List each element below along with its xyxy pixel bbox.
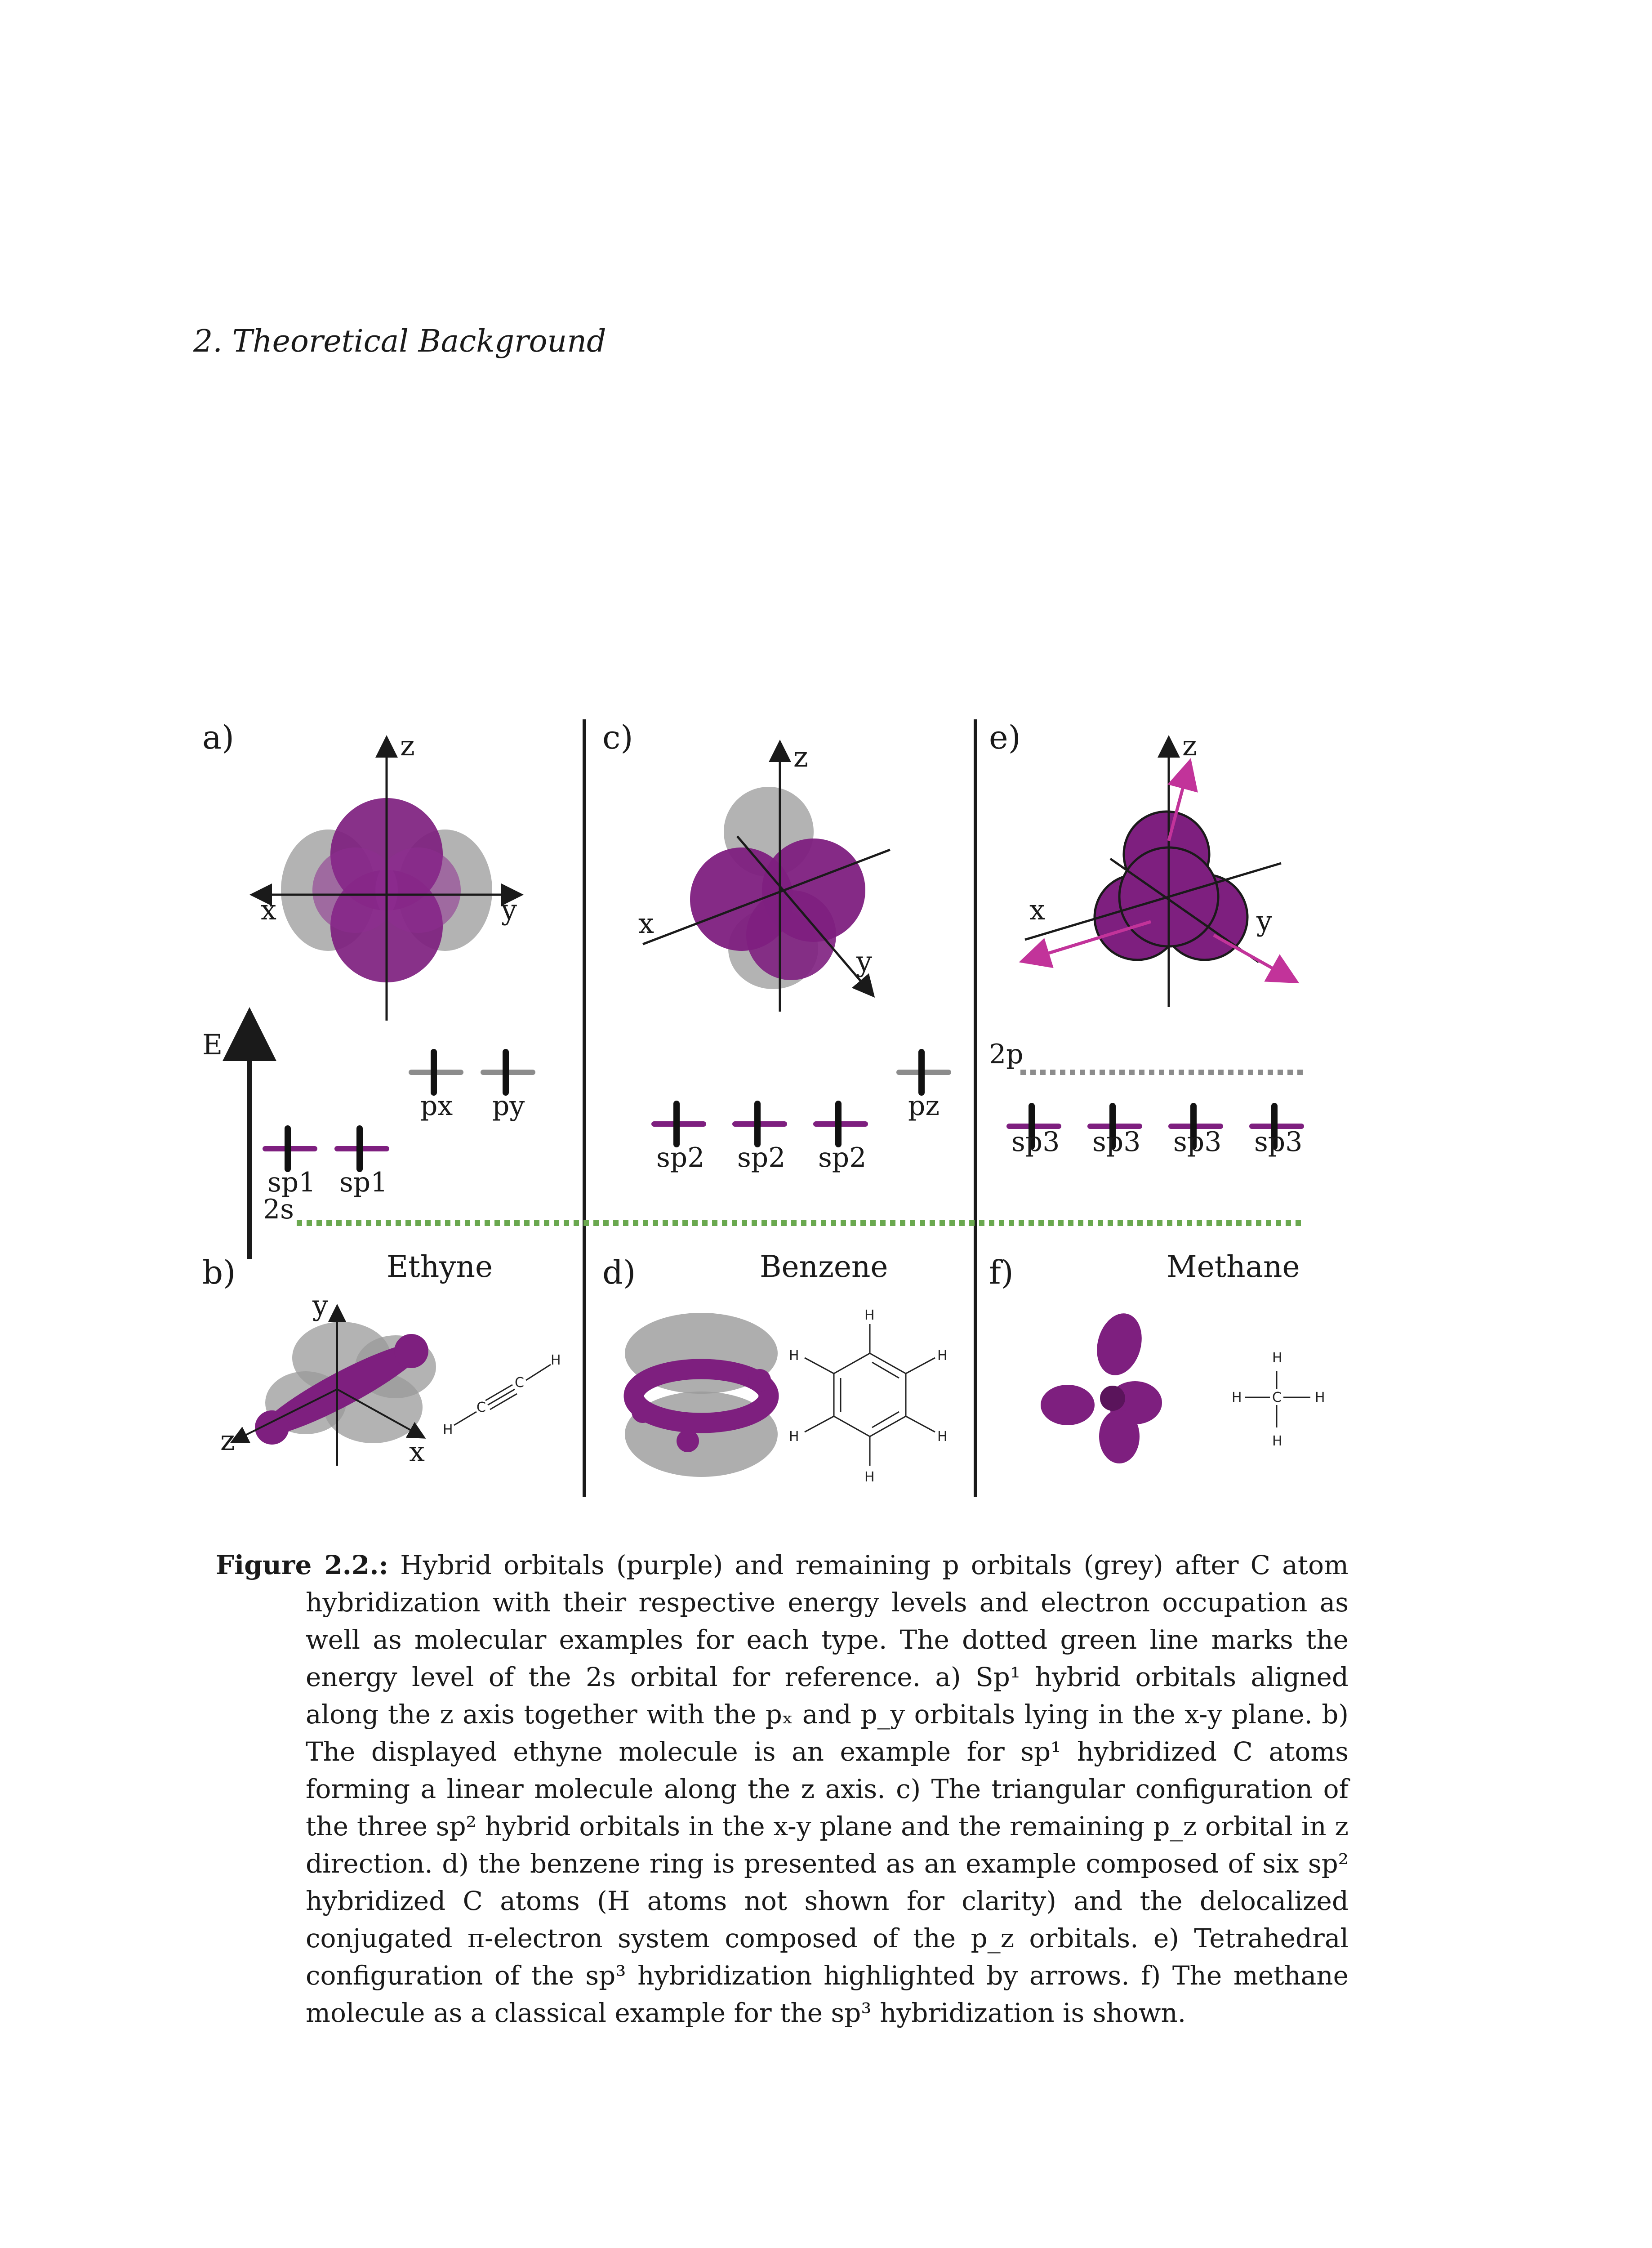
ethyne-orbital-model: [238, 1313, 436, 1466]
level-label-sp1-1: sp1: [267, 1167, 316, 1198]
methane-atom-labels: [1232, 1350, 1325, 1449]
level-label-sp3-1: sp3: [1011, 1126, 1060, 1158]
caption-label: Figure 2.2.:: [216, 1550, 388, 1580]
level-label-py: py: [492, 1090, 525, 1122]
svg-text:H: H: [864, 1469, 875, 1485]
molecule-name-ethyne: Ethyne: [387, 1249, 493, 1284]
level-label-sp2-3: sp2: [818, 1142, 867, 1173]
level-label-sp3-4: sp3: [1254, 1126, 1303, 1158]
axis-label-x: x: [261, 893, 276, 926]
sp2-energy-levels: [654, 1052, 948, 1144]
svg-text:C: C: [515, 1375, 524, 1391]
figure-caption: [216, 1547, 1349, 2032]
molecule-name-benzene: Benzene: [760, 1249, 888, 1284]
svg-text:H: H: [864, 1307, 875, 1323]
panel-label-d: d): [602, 1253, 636, 1291]
ethyne-structure: [443, 1352, 561, 1438]
sp2-orbital-diagram: [643, 751, 890, 1012]
axis-label-z: z: [400, 729, 415, 762]
svg-text:C: C: [476, 1400, 486, 1415]
axis-label-x-c: x: [638, 907, 654, 940]
panel-label-c: c): [602, 718, 633, 756]
energy-axis-label: E: [202, 1028, 223, 1061]
axis-label-z-b: z: [220, 1424, 235, 1457]
benzene-orbital-model: [625, 1313, 778, 1477]
panel-label-f: f): [989, 1253, 1014, 1291]
molecule-name-methane: Methane: [1167, 1249, 1300, 1284]
level-label-2p: 2p: [989, 1039, 1024, 1070]
axis-label-y-c: y: [856, 945, 873, 978]
benzene-atom-labels: [789, 1307, 948, 1485]
svg-text:H: H: [937, 1429, 948, 1445]
axis-label-x-e: x: [1029, 893, 1045, 926]
axis-label-z-c: z: [793, 740, 808, 773]
axis-label-x-b: x: [409, 1435, 425, 1468]
panel-label-a: a): [202, 718, 235, 756]
panel-label-b: b): [202, 1253, 236, 1291]
level-label-sp3-2: sp3: [1092, 1126, 1141, 1158]
benzene-structure: [805, 1324, 935, 1466]
svg-text:H: H: [937, 1348, 948, 1364]
svg-text:H: H: [1272, 1350, 1282, 1366]
level-label-sp1-2: sp1: [339, 1167, 388, 1198]
level-label-px: px: [420, 1090, 453, 1122]
svg-text:H: H: [789, 1348, 799, 1364]
methane-orbital-model: [1041, 1308, 1162, 1463]
level-label-sp2-2: sp2: [737, 1142, 786, 1173]
level-label-pz: pz: [908, 1090, 940, 1122]
svg-text:H: H: [789, 1429, 799, 1445]
sp1-orbital-diagram: [261, 746, 512, 1021]
axis-label-y-e: y: [1256, 905, 1273, 937]
panel-label-e: e): [989, 718, 1021, 756]
level-label-2s: 2s: [263, 1194, 294, 1225]
axis-label-y-b: y: [312, 1289, 329, 1322]
running-header: 2. Theoretical Background: [193, 324, 606, 359]
svg-text:H: H: [551, 1352, 561, 1368]
axis-label-z-e: z: [1182, 729, 1197, 762]
caption-text: Hybrid orbitals (purple) and remaining p orbitals (grey) after C atom hybridization with their respective energy levels and electron occupation as well as molecular examples for each type. The dotted green line marks the energy level of the 2s orbital for reference. a) Sp¹ hybrid orbitals aligned along the z axis together with the pₓ and p_y orbitals lying in the x-y plane. b) The displayed ethyne molecule is an example for sp¹ hybridized C atoms forming a linear molecule along the z axis. c) The triangular configuration of the three sp² hybrid orbitals in the x-y plane and the remaining p_z orbital in z direction. d) the benzene ring is presented as an example composed of six sp² hybridized C atoms (H atoms not shown for clarity) and the delocalized conjugated π-electron system composed of the p_z orbitals. e) Tetrahedral configuration of the sp³ hybridization highlighted by arrows. f) The methane molecule as a classical example for the sp³ hybridization is shown.: [306, 1550, 1349, 2028]
svg-text:H: H: [1315, 1390, 1325, 1405]
level-label-sp3-3: sp3: [1173, 1126, 1222, 1158]
svg-text:H: H: [443, 1422, 453, 1438]
axis-label-y: y: [501, 893, 517, 926]
svg-text:H: H: [1272, 1433, 1282, 1449]
svg-text:H: H: [1232, 1390, 1242, 1405]
sp3-orbital-diagram: [1025, 746, 1286, 1007]
svg-text:C: C: [1272, 1390, 1282, 1405]
level-label-sp2-1: sp2: [656, 1142, 705, 1173]
